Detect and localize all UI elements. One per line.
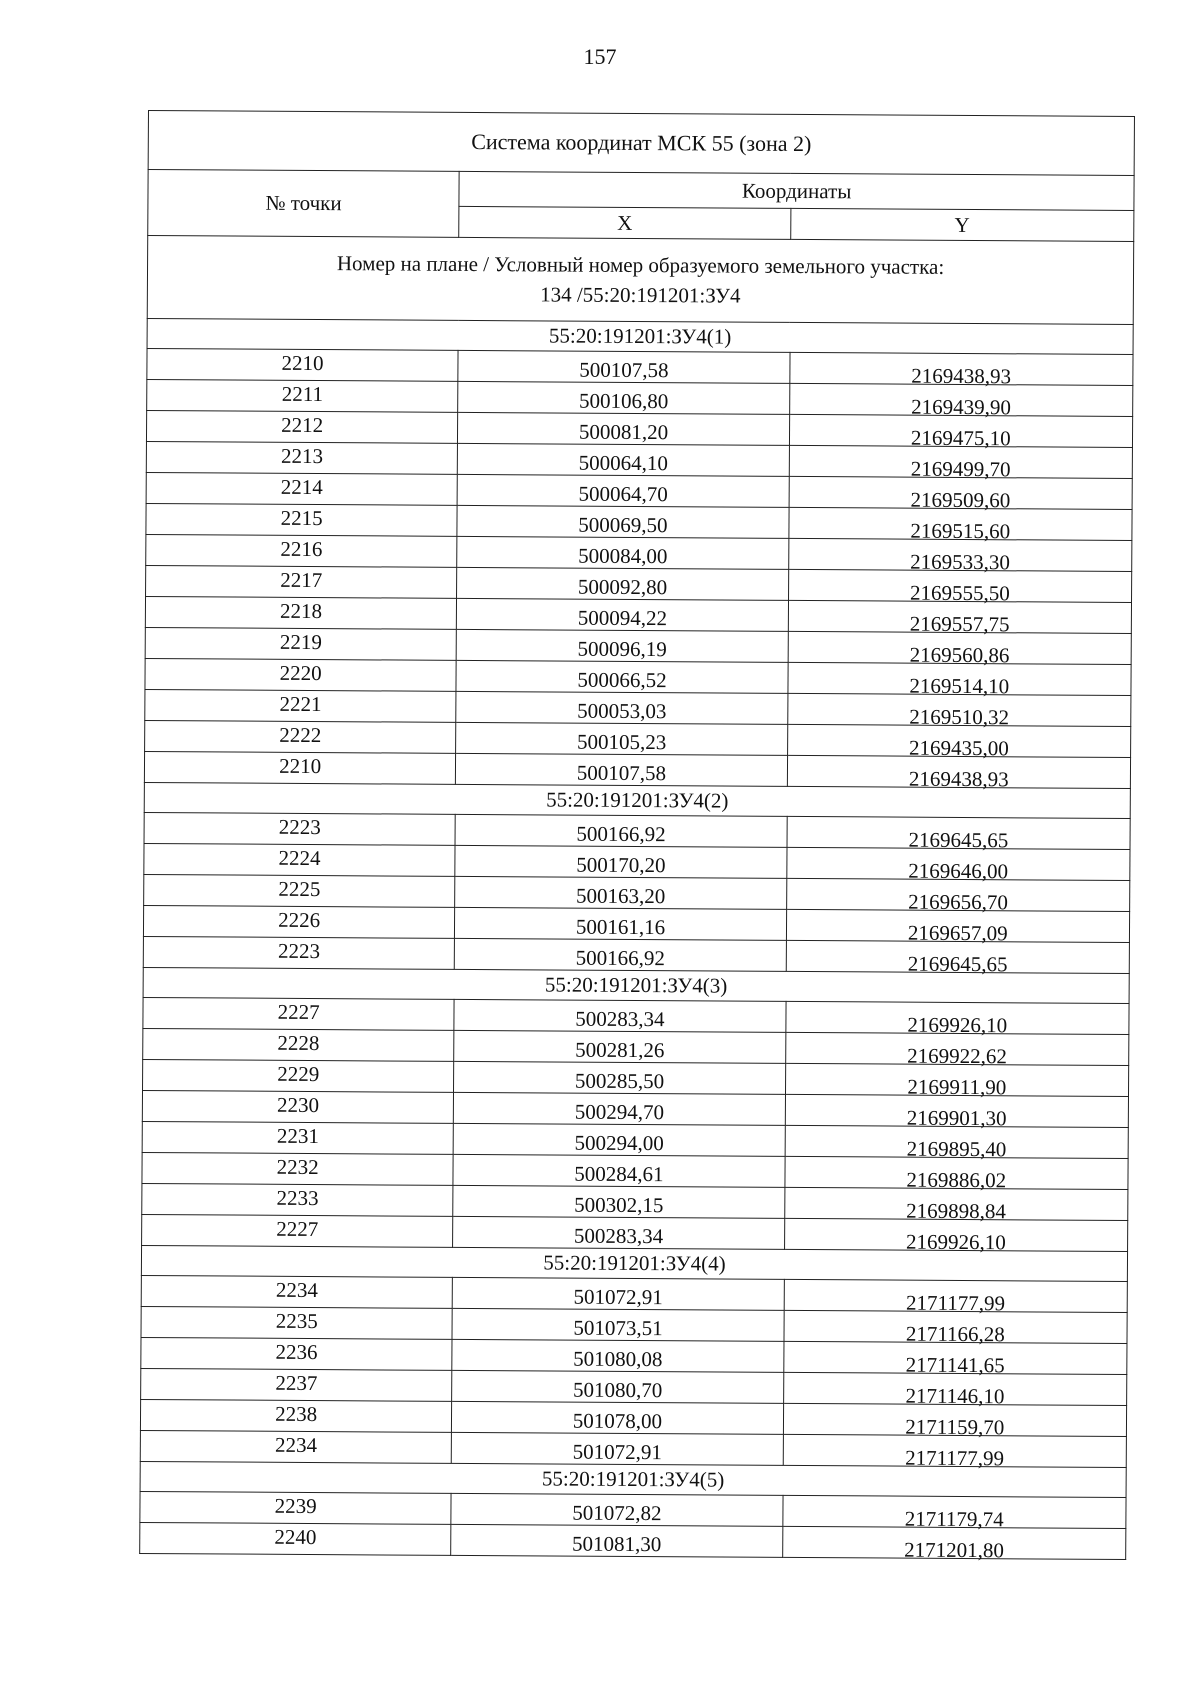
point-number-cell bbox=[147, 348, 458, 381]
point-number: 2222 bbox=[279, 722, 322, 747]
point-number-cell bbox=[140, 1430, 451, 1463]
x-coordinate-cell bbox=[452, 1401, 784, 1434]
point-number: 2218 bbox=[280, 598, 323, 623]
point-number: 2223 bbox=[277, 938, 321, 963]
point-number: 2240 bbox=[274, 1524, 317, 1549]
y-coordinate-cell bbox=[789, 414, 1133, 450]
x-coordinate: 500084,00 bbox=[578, 543, 668, 568]
point-number: 2226 bbox=[278, 907, 321, 932]
point-number-cell bbox=[146, 410, 457, 443]
y-coordinate-cell bbox=[783, 1434, 1127, 1470]
plot-number-row bbox=[147, 236, 1133, 325]
y-coordinate-cell bbox=[783, 1341, 1127, 1377]
point-number: 2223 bbox=[278, 814, 321, 839]
x-coordinate-cell bbox=[456, 691, 788, 724]
x-coordinate-cell bbox=[452, 1432, 784, 1465]
point-number: 2228 bbox=[277, 1030, 320, 1055]
x-coordinate: 500107,58 bbox=[579, 357, 669, 382]
point-number-cell bbox=[145, 658, 456, 691]
point-number: 2235 bbox=[275, 1308, 318, 1333]
point-number: 2233 bbox=[276, 1185, 319, 1210]
x-coordinate: 500294,00 bbox=[574, 1130, 664, 1155]
point-number-cell bbox=[141, 1337, 452, 1370]
y-coordinate: 2169509,60 bbox=[910, 487, 1011, 512]
y-coordinate-cell bbox=[784, 1310, 1128, 1346]
point-number-cell bbox=[143, 1028, 454, 1061]
x-coordinate: 500096,19 bbox=[577, 636, 667, 661]
y-coordinate: 2169898,84 bbox=[906, 1198, 1007, 1223]
point-number-cell bbox=[146, 441, 457, 474]
point-number: 2239 bbox=[274, 1493, 317, 1518]
point-number: 2214 bbox=[280, 474, 323, 499]
point-number-header: № точки bbox=[148, 170, 460, 238]
point-number: 2229 bbox=[277, 1061, 320, 1086]
x-coordinate-cell bbox=[458, 412, 790, 445]
x-coordinate-cell bbox=[458, 381, 790, 414]
parcel-name: 55:20:191201:ЗУ4(2) bbox=[144, 782, 1130, 818]
point-number-cell bbox=[144, 843, 455, 876]
x-coordinate: 501080,70 bbox=[572, 1377, 663, 1402]
point-number-cell bbox=[145, 720, 456, 753]
x-coordinate: 500294,70 bbox=[574, 1099, 665, 1124]
y-coordinate-cell bbox=[783, 1403, 1127, 1439]
x-coordinate-cell bbox=[453, 1216, 785, 1249]
point-number: 2220 bbox=[279, 660, 322, 685]
point-number: 2232 bbox=[276, 1154, 319, 1179]
y-coordinate: 2169510,32 bbox=[909, 704, 1010, 729]
y-coordinate-cell bbox=[789, 476, 1133, 512]
x-coordinate-cell bbox=[456, 753, 788, 786]
y-coordinate-cell bbox=[788, 631, 1132, 667]
point-number-cell bbox=[140, 1522, 451, 1555]
x-coordinate-cell bbox=[451, 1524, 783, 1557]
x-coordinate: 501073,51 bbox=[573, 1315, 663, 1340]
y-coordinate: 2169557,75 bbox=[909, 611, 1010, 636]
header-row bbox=[148, 170, 1134, 211]
point-number-cell bbox=[146, 534, 457, 567]
y-coordinate: 2169895,40 bbox=[906, 1136, 1007, 1161]
x-coordinate-cell bbox=[457, 598, 789, 631]
point-number: 2227 bbox=[276, 1216, 319, 1241]
y-coordinate-cell bbox=[787, 816, 1131, 852]
point-number-cell bbox=[141, 1275, 452, 1308]
y-coordinate-cell bbox=[787, 693, 1131, 729]
x-coordinate: 500302,15 bbox=[574, 1192, 664, 1217]
y-coordinate-cell bbox=[788, 538, 1132, 574]
x-coordinate-cell bbox=[452, 1370, 784, 1403]
x-coordinate: 500069,50 bbox=[578, 512, 668, 537]
y-coordinate-cell bbox=[784, 1187, 1128, 1223]
x-coordinate: 500170,20 bbox=[576, 852, 666, 877]
y-coordinate-cell bbox=[788, 662, 1132, 698]
point-number-cell bbox=[145, 596, 456, 629]
x-coordinate-cell bbox=[458, 443, 790, 476]
x-coordinate-cell bbox=[452, 1339, 784, 1372]
x-coordinate-cell bbox=[454, 999, 786, 1032]
x-coordinate-cell bbox=[452, 1308, 784, 1341]
y-coordinate-cell bbox=[787, 724, 1131, 760]
y-coordinate-cell bbox=[789, 383, 1133, 419]
y-coordinate: 2169515,60 bbox=[910, 518, 1011, 543]
x-header: X bbox=[459, 206, 791, 239]
point-number-cell bbox=[142, 1214, 453, 1247]
parcel-name: 55:20:191201:ЗУ4(1) bbox=[147, 318, 1133, 354]
y-coordinate: 2169656,70 bbox=[908, 889, 1008, 914]
y-coordinate: 2171177,99 bbox=[905, 1445, 1005, 1470]
point-number: 2215 bbox=[280, 505, 323, 530]
point-number: 2210 bbox=[279, 753, 322, 778]
y-coordinate-cell bbox=[783, 1372, 1127, 1408]
x-coordinate-cell bbox=[455, 814, 787, 847]
x-coordinate: 500283,34 bbox=[573, 1223, 664, 1248]
x-coordinate: 500094,22 bbox=[577, 605, 668, 630]
x-coordinate-cell bbox=[455, 907, 787, 940]
point-number: 2210 bbox=[281, 350, 324, 375]
y-coordinate-cell bbox=[786, 847, 1130, 883]
point-number: 2231 bbox=[276, 1123, 319, 1148]
point-number: 2219 bbox=[279, 629, 322, 654]
parcel-name: 55:20:191201:ЗУ4(4) bbox=[141, 1245, 1127, 1281]
x-coordinate: 501072,91 bbox=[573, 1284, 663, 1309]
x-coordinate: 500064,70 bbox=[578, 481, 668, 506]
point-number-cell bbox=[142, 1183, 453, 1216]
point-number: 2211 bbox=[281, 381, 324, 406]
y-coordinate-cell bbox=[788, 569, 1132, 605]
point-number-cell bbox=[143, 997, 454, 1030]
point-number: 2238 bbox=[275, 1401, 318, 1426]
y-coordinate: 2171141,65 bbox=[905, 1352, 1005, 1377]
point-number-cell bbox=[145, 627, 456, 660]
y-coordinate-cell bbox=[789, 445, 1133, 481]
x-coordinate-cell bbox=[455, 938, 787, 971]
x-coordinate-cell bbox=[456, 629, 788, 662]
y-coordinate-cell bbox=[787, 755, 1131, 791]
point-number: 2224 bbox=[278, 845, 321, 870]
y-coordinate-cell bbox=[789, 507, 1133, 543]
y-coordinate: 2169886,02 bbox=[906, 1167, 1007, 1192]
point-number-cell bbox=[140, 1491, 451, 1524]
point-number-cell bbox=[144, 812, 455, 845]
y-coordinate: 2169926,10 bbox=[907, 1012, 1008, 1037]
y-coordinate-cell bbox=[786, 940, 1130, 976]
point-number-cell bbox=[147, 379, 458, 412]
y-coordinate-cell bbox=[785, 1063, 1129, 1099]
y-coordinate: 2171159,70 bbox=[905, 1414, 1005, 1439]
x-coordinate-cell bbox=[454, 1030, 786, 1063]
y-coordinate-cell bbox=[785, 1156, 1129, 1192]
y-coordinate: 2169438,93 bbox=[908, 766, 1009, 791]
point-number-cell bbox=[146, 472, 457, 505]
x-coordinate: 500105,23 bbox=[576, 729, 667, 754]
y-coordinate-cell bbox=[785, 1032, 1129, 1068]
y-coordinate: 2169901,30 bbox=[906, 1105, 1007, 1130]
parcel-name: 55:20:191201:ЗУ4(3) bbox=[143, 967, 1129, 1003]
x-coordinate: 500064,10 bbox=[578, 450, 669, 475]
x-coordinate-cell bbox=[453, 1185, 785, 1218]
x-coordinate: 501078,00 bbox=[572, 1408, 663, 1433]
x-coordinate: 500163,20 bbox=[575, 883, 666, 908]
point-number-cell bbox=[144, 751, 455, 784]
point-number-cell bbox=[146, 503, 457, 536]
y-coordinate: 2169657,09 bbox=[907, 920, 1008, 945]
x-coordinate-cell bbox=[453, 1154, 785, 1187]
point-number: 2225 bbox=[278, 876, 321, 901]
point-number-cell bbox=[143, 936, 454, 969]
y-coordinate: 2169514,10 bbox=[909, 673, 1010, 698]
y-coordinate-cell bbox=[786, 909, 1130, 945]
x-coordinate: 501080,08 bbox=[573, 1346, 663, 1371]
y-coordinate: 2169439,90 bbox=[911, 394, 1011, 419]
point-number: 2216 bbox=[280, 536, 323, 561]
y-coordinate: 2169475,10 bbox=[910, 425, 1011, 450]
x-coordinate: 500107,58 bbox=[576, 760, 667, 785]
point-number-cell bbox=[144, 874, 455, 907]
point-number: 2237 bbox=[275, 1370, 318, 1395]
x-coordinate: 501081,30 bbox=[572, 1531, 662, 1556]
x-coordinate-cell bbox=[455, 876, 787, 909]
plot-number-value: 134 /55:20:191201:ЗУ4 bbox=[540, 282, 741, 308]
point-number: 2217 bbox=[280, 567, 323, 592]
x-coordinate-cell bbox=[451, 1493, 783, 1526]
x-coordinate-cell bbox=[454, 1061, 786, 1094]
point-number-cell bbox=[145, 689, 456, 722]
point-number-cell bbox=[141, 1368, 452, 1401]
x-coordinate: 500281,26 bbox=[575, 1037, 665, 1062]
y-coordinate: 2169922,62 bbox=[907, 1043, 1007, 1068]
y-coordinate-cell bbox=[784, 1279, 1128, 1315]
y-coordinate-cell bbox=[785, 1125, 1129, 1161]
point-number: 2234 bbox=[274, 1432, 318, 1457]
y-coordinate: 2169435,00 bbox=[908, 735, 1009, 760]
x-coordinate: 500053,03 bbox=[577, 698, 667, 723]
point-number-cell bbox=[146, 565, 457, 598]
y-coordinate: 2171179,74 bbox=[904, 1506, 1004, 1531]
y-coordinate-cell bbox=[785, 1094, 1129, 1130]
x-coordinate-cell bbox=[453, 1123, 785, 1156]
x-coordinate-cell bbox=[457, 474, 789, 507]
x-coordinate: 500166,92 bbox=[576, 821, 666, 846]
y-coordinate: 2169926,10 bbox=[905, 1229, 1006, 1254]
point-number: 2236 bbox=[275, 1339, 318, 1364]
point-number-cell bbox=[142, 1090, 453, 1123]
point-number: 2227 bbox=[277, 999, 320, 1024]
x-coordinate-cell bbox=[456, 660, 788, 693]
point-number-cell bbox=[143, 905, 454, 938]
x-coordinate-cell bbox=[457, 567, 789, 600]
y-coordinate: 2169555,50 bbox=[909, 580, 1010, 605]
y-coordinate-cell bbox=[786, 1001, 1130, 1037]
x-coordinate: 501072,91 bbox=[572, 1439, 662, 1464]
x-coordinate: 500066,52 bbox=[577, 667, 667, 692]
x-coordinate: 500092,80 bbox=[577, 574, 668, 599]
x-coordinate-cell bbox=[455, 845, 787, 878]
y-coordinate: 2169560,86 bbox=[909, 642, 1010, 667]
x-coordinate-cell bbox=[454, 1092, 786, 1125]
system-row bbox=[148, 111, 1134, 176]
y-coordinate-cell bbox=[789, 352, 1133, 388]
y-coordinate-cell bbox=[783, 1495, 1127, 1531]
y-coordinate: 2171166,28 bbox=[905, 1321, 1005, 1346]
y-coordinate: 2169645,65 bbox=[907, 951, 1008, 976]
coordinates-table bbox=[139, 110, 1135, 1560]
y-coordinate: 2169438,93 bbox=[911, 363, 1012, 388]
point-number: 2213 bbox=[280, 443, 324, 468]
x-coordinate: 500283,34 bbox=[575, 1006, 665, 1031]
y-coordinate: 2169645,65 bbox=[908, 827, 1009, 852]
point-number: 2234 bbox=[275, 1277, 319, 1302]
x-coordinate-cell bbox=[458, 350, 790, 383]
point-number: 2212 bbox=[281, 412, 324, 437]
x-coordinate-cell bbox=[452, 1277, 784, 1310]
y-coordinate: 2169533,30 bbox=[910, 549, 1011, 574]
y-coordinate: 2171177,99 bbox=[905, 1290, 1006, 1315]
y-coordinate: 2169646,00 bbox=[908, 858, 1009, 883]
point-number: 2221 bbox=[279, 691, 322, 716]
x-coordinate: 500081,20 bbox=[578, 419, 669, 444]
y-coordinate: 2169499,70 bbox=[910, 456, 1011, 481]
x-coordinate-cell bbox=[456, 722, 788, 755]
point-number-cell bbox=[142, 1121, 453, 1154]
plot-number-cell bbox=[147, 236, 1133, 325]
x-coordinate-cell bbox=[457, 536, 789, 569]
x-coordinate: 501072,82 bbox=[572, 1500, 662, 1525]
plot-number-label: Номер на плане / Условный номер образуемого земельного участка: bbox=[336, 251, 945, 279]
x-coordinate: 500284,61 bbox=[574, 1161, 664, 1186]
y-coordinate: 2171201,80 bbox=[904, 1537, 1004, 1562]
x-coordinate: 500166,92 bbox=[575, 945, 665, 970]
page-number: 157 bbox=[583, 44, 617, 69]
point-number-cell bbox=[142, 1152, 453, 1185]
y-coordinate-cell bbox=[784, 1218, 1128, 1254]
x-coordinate: 500161,16 bbox=[575, 914, 666, 939]
coordinates-header: Координаты bbox=[459, 171, 1134, 210]
x-coordinate: 500106,80 bbox=[579, 388, 669, 413]
x-coordinate-cell bbox=[457, 505, 789, 538]
y-coordinate: 2169911,90 bbox=[907, 1074, 1007, 1099]
parcel-name: 55:20:191201:ЗУ4(5) bbox=[140, 1461, 1126, 1497]
coordinate-system-title: Система координат МСК 55 (зона 2) bbox=[148, 111, 1134, 176]
x-coordinate: 500285,50 bbox=[574, 1068, 665, 1093]
y-coordinate: 2171146,10 bbox=[905, 1383, 1005, 1408]
point-number-cell bbox=[141, 1306, 452, 1339]
point-number: 2230 bbox=[276, 1092, 320, 1117]
point-number-cell bbox=[140, 1399, 451, 1432]
y-coordinate-cell bbox=[786, 878, 1130, 914]
point-number-cell bbox=[143, 1059, 454, 1092]
y-coordinate-cell bbox=[788, 600, 1132, 636]
y-coordinate-cell bbox=[782, 1526, 1126, 1562]
y-header: Y bbox=[790, 208, 1134, 241]
